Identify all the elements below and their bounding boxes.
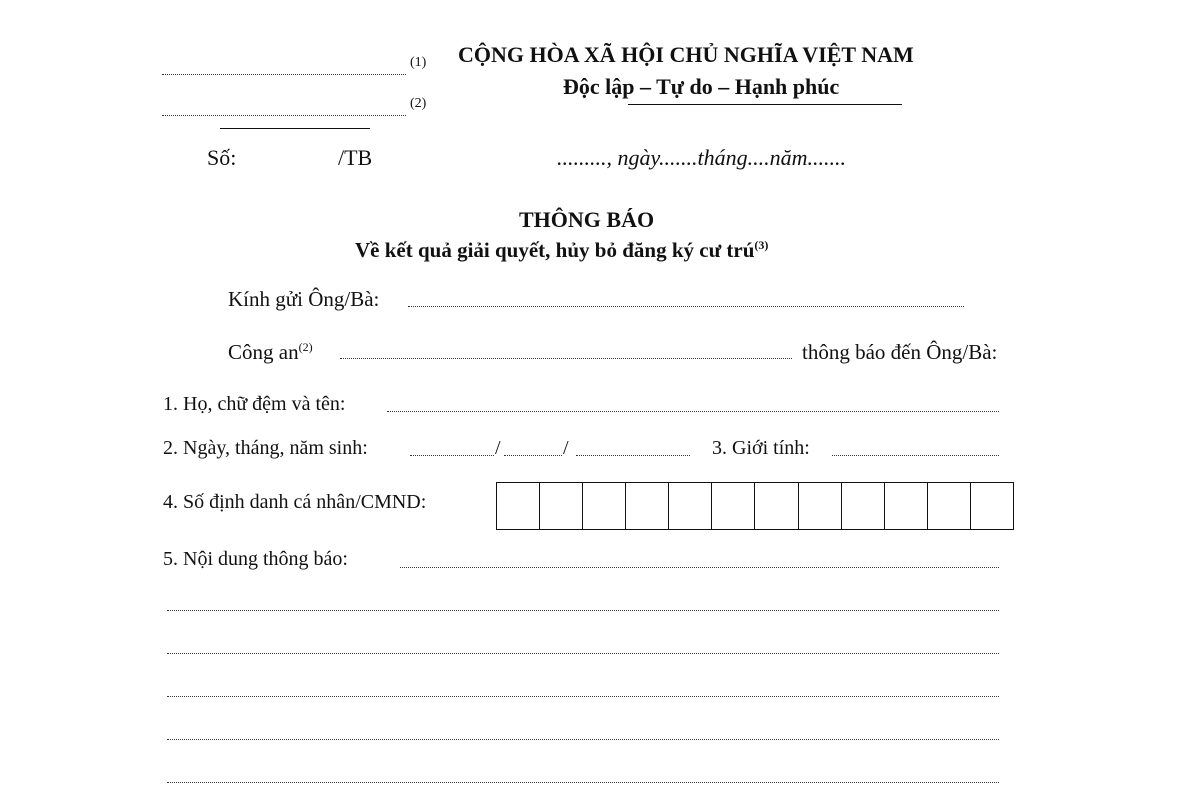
footnote-marker-2: (2) xyxy=(410,96,427,111)
footnote-marker-1: (1) xyxy=(410,55,427,70)
field-4-label: 4. Số định danh cá nhân/CMND: xyxy=(163,491,427,513)
full-name-field[interactable] xyxy=(387,411,999,412)
document-subtitle xyxy=(355,238,768,263)
date-separator-2: / xyxy=(563,437,569,459)
id-number-boxes xyxy=(496,482,1014,530)
agency-underline xyxy=(220,128,370,129)
number-suffix: /TB xyxy=(338,145,373,170)
content-line-2[interactable] xyxy=(167,610,999,611)
id-digit-box[interactable] xyxy=(712,483,755,529)
field-5-label: 5. Nội dung thông báo: xyxy=(163,548,348,570)
content-line-6[interactable] xyxy=(167,782,999,783)
content-line-5[interactable] xyxy=(167,739,999,740)
date-separator-1: / xyxy=(495,437,501,459)
police-footnote-ref: (2) xyxy=(298,340,313,354)
id-digit-box[interactable] xyxy=(755,483,798,529)
country-name: CỘNG HÒA XÃ HỘI CHỦ NGHĨA VIỆT NAM xyxy=(458,42,914,67)
id-digit-box[interactable] xyxy=(583,483,626,529)
police-field[interactable] xyxy=(340,358,792,359)
date-line: ........., ngày.......tháng....năm....... xyxy=(557,145,847,170)
document-subtitle-text: Về kết quả giải quyết, hủy bỏ đăng ký cư trú xyxy=(355,238,755,262)
field-2-label: 2. Ngày, tháng, năm sinh: xyxy=(163,437,368,459)
agency-line-1[interactable] xyxy=(162,74,406,75)
birth-month-field[interactable] xyxy=(504,455,562,456)
id-digit-box[interactable] xyxy=(799,483,842,529)
content-line-3[interactable] xyxy=(167,653,999,654)
id-digit-box[interactable] xyxy=(928,483,971,529)
content-line-4[interactable] xyxy=(167,696,999,697)
id-digit-box[interactable] xyxy=(540,483,583,529)
number-label: Số: xyxy=(207,145,237,170)
police-suffix: thông báo đến Ông/Bà: xyxy=(802,340,998,364)
birth-day-field[interactable] xyxy=(410,455,494,456)
content-line-1[interactable] xyxy=(400,567,999,568)
police-label xyxy=(228,340,313,365)
police-label-text: Công an xyxy=(228,340,299,364)
id-digit-box[interactable] xyxy=(885,483,928,529)
id-digit-box[interactable] xyxy=(669,483,712,529)
birth-year-field[interactable] xyxy=(576,455,690,456)
field-1-label: 1. Họ, chữ đệm và tên: xyxy=(163,393,346,415)
motto: Độc lập – Tự do – Hạnh phúc xyxy=(563,74,840,99)
id-digit-box[interactable] xyxy=(842,483,885,529)
document-title: THÔNG BÁO xyxy=(519,207,655,232)
id-digit-box[interactable] xyxy=(497,483,540,529)
id-digit-box[interactable] xyxy=(626,483,669,529)
recipient-field[interactable] xyxy=(408,306,964,307)
recipient-label: Kính gửi Ông/Bà: xyxy=(228,287,380,311)
gender-field[interactable] xyxy=(832,455,999,456)
id-digit-box[interactable] xyxy=(971,483,1013,529)
agency-line-2[interactable] xyxy=(162,115,406,116)
motto-underline xyxy=(628,104,902,105)
subtitle-footnote-ref: (3) xyxy=(754,238,769,252)
field-3-label: 3. Giới tính: xyxy=(712,437,810,459)
